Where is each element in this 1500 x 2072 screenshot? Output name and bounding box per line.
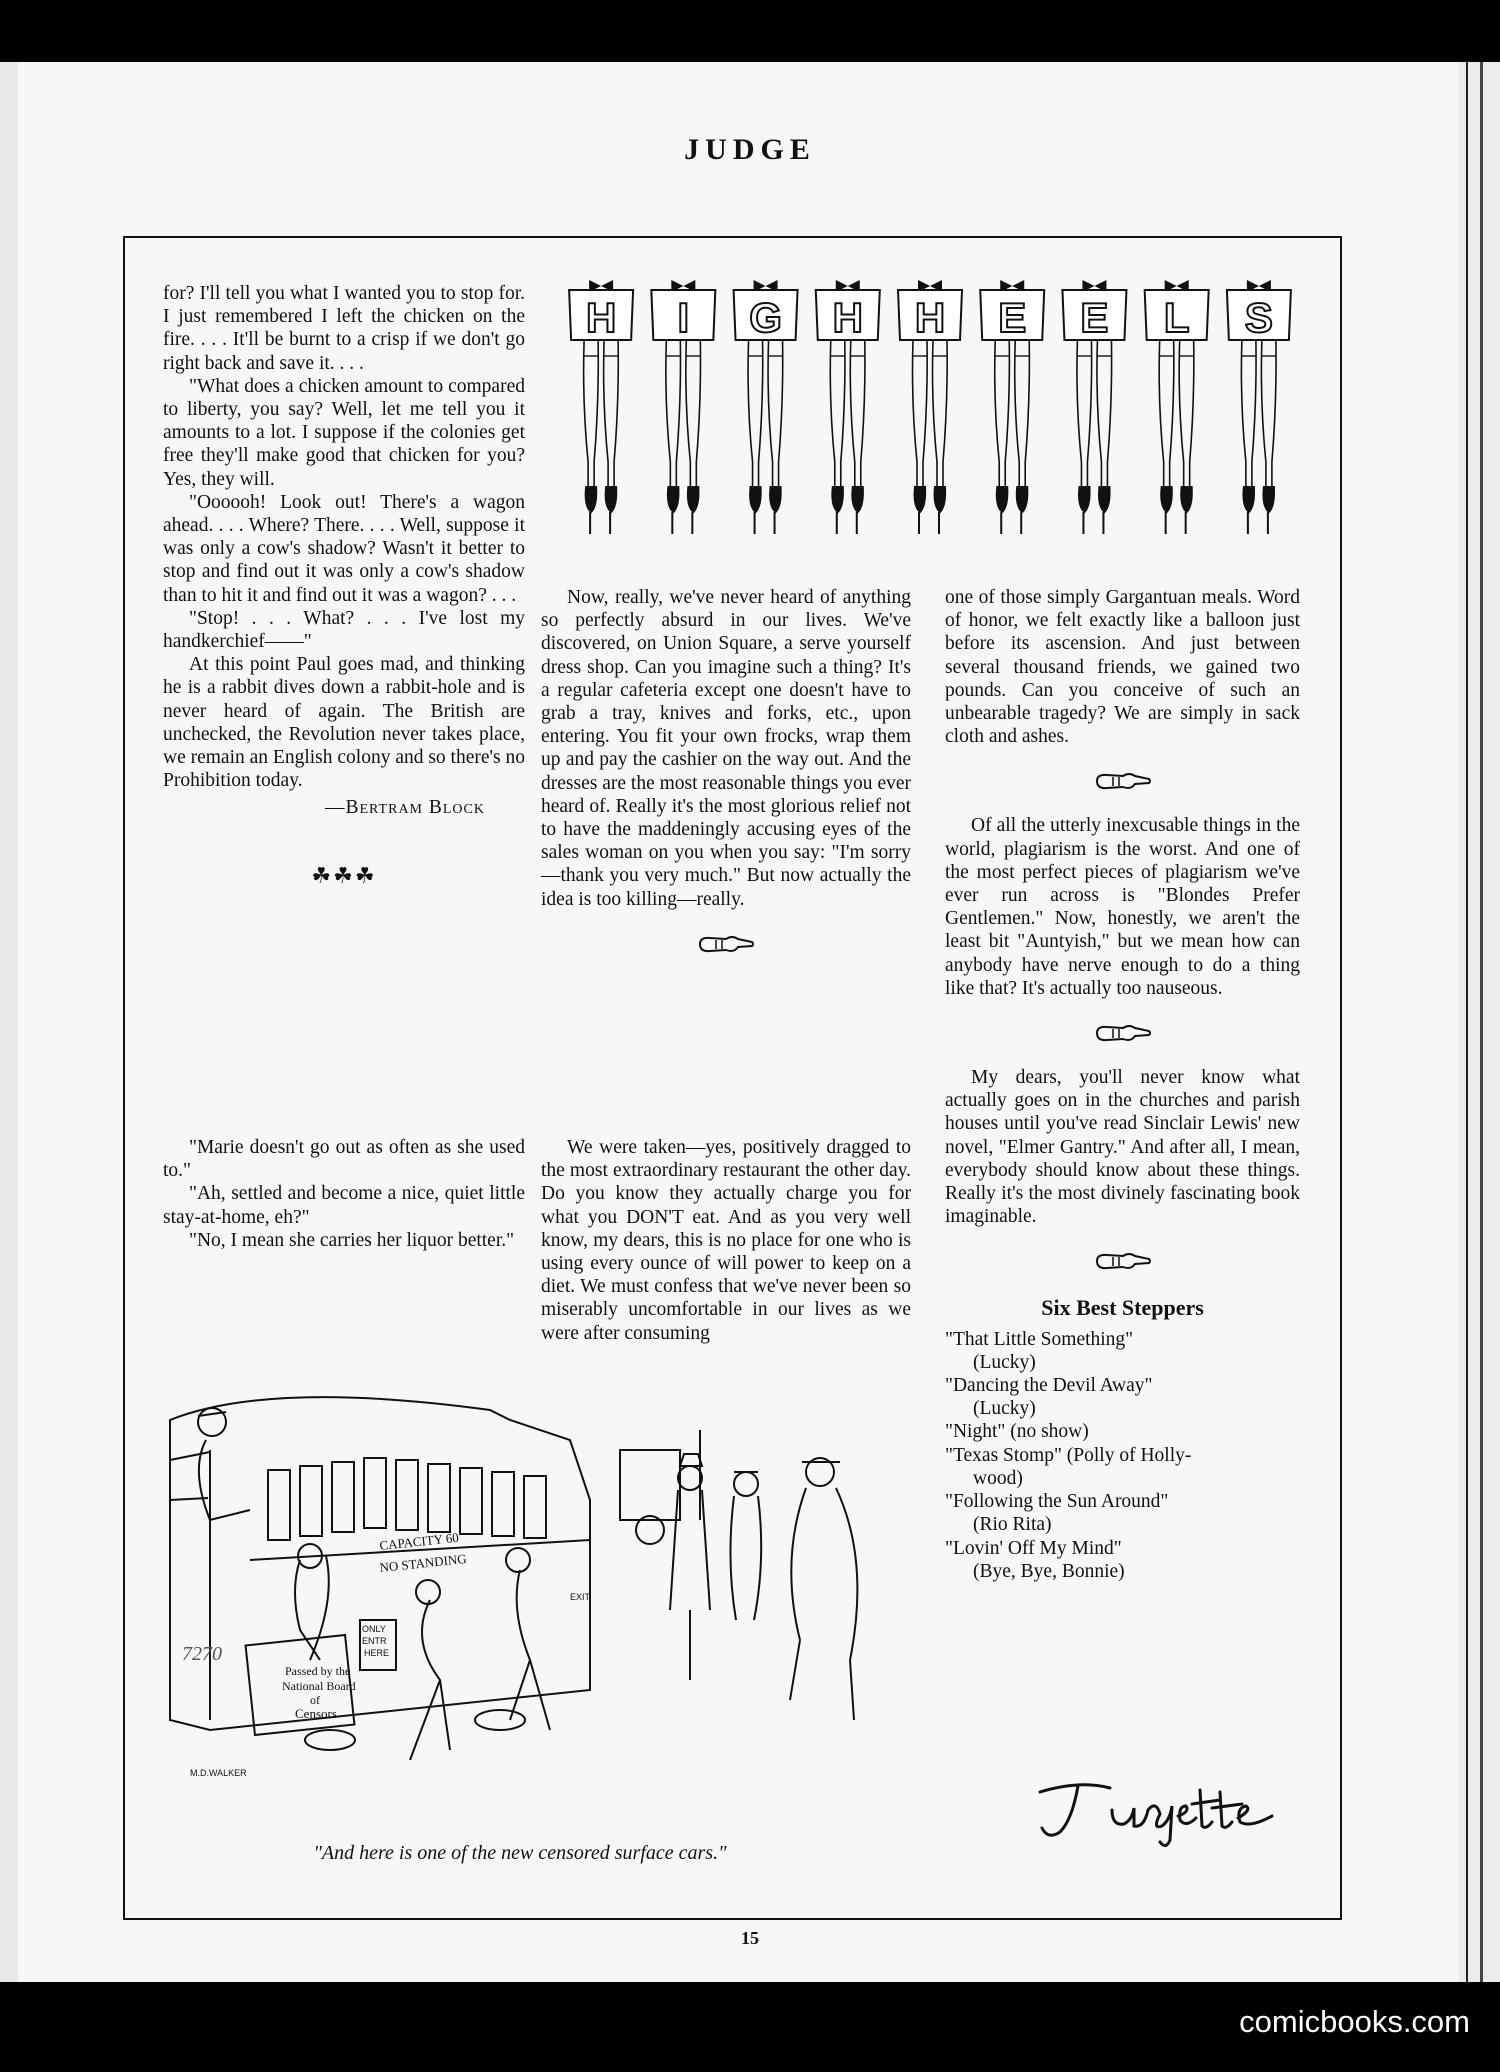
banner-letter-4	[816, 280, 880, 534]
masthead: JUDGE	[684, 133, 816, 166]
car-sign: NO STANDING	[378, 1550, 468, 1575]
list-item: "Lovin' Off My Mind" (Bye, Bye, Bonnie)	[945, 1537, 1125, 1582]
banner-letter-9	[1227, 280, 1291, 534]
banner-letter-2	[651, 280, 715, 534]
col1-paragraph: "Oooooh! Look out! There's a wagon ahead. . . . Where? There. . . . Well, suppose it was only a cow's shadow? Wasn't it better to stop and find out it was only a cow's shadow than to hit it and find out it was a wagon? . . .	[163, 491, 525, 606]
list-item: "That Little Something" (Lucky)	[945, 1328, 1134, 1373]
list-item: "Night" (no show)	[945, 1421, 1089, 1443]
watermark: comicbooks.com	[1239, 2004, 1470, 2039]
col3-paragraph: My dears, you'll never know what actually goes on in the churches and parish houses until you've read Sinclair Lewis' new novel, "Elmer Gantry." And after all, I mean, everybody should know about these things. Really it's the most divinely fascinating book imaginable.	[945, 1067, 1300, 1228]
pointing-hand-icon	[1093, 1020, 1153, 1046]
joke-line: "Ah, settled and become a nice, quiet little stay-at-home, eh?"	[163, 1183, 525, 1228]
col2-paragraph: Now, really, we've never heard of anything so perfectly absurd in our lives. We've discovered, on Union Square, a serve yourself dress shop. Can you imagine such a thing? It's a regular cafeteria except one doesn't have to grab a tray, knives and forks, etc., upon entering. You fit your own frocks, wrap them up and pay the cashier on the way out. And the dresses are the most reasonable things you ever heard of. Really it's the most glorious relief not to have the maddeningly accusing eyes of the sales woman on you when you say: "I'm sorry—thank you very much." But now actually the idea is too killing—really.	[541, 587, 911, 910]
box-line: of	[310, 1693, 320, 1707]
high-heels-banner	[560, 272, 1300, 542]
column-3	[945, 586, 1300, 1583]
banner-letter-text: L	[1163, 294, 1190, 341]
banner-letter-text: E	[998, 294, 1027, 341]
col1-paragraph: "Stop! . . . What? . . . I've lost my handkerchief——"	[163, 607, 525, 653]
banner-letter-3	[734, 280, 798, 534]
exit-sign: EXIT	[570, 1592, 591, 1602]
only-sign-line: HERE	[364, 1648, 390, 1658]
artist-signature: M.D.WALKER	[190, 1768, 247, 1778]
joke-line: "No, I mean she carries her liquor better."	[189, 1229, 515, 1251]
column-1	[163, 282, 525, 931]
pointing-hand-icon	[1093, 1248, 1153, 1274]
section-ornament: ☘☘☘	[311, 862, 377, 888]
column-2	[541, 586, 911, 977]
col1-paragraph: At this point Paul goes mad, and thinking he is a rabbit dives down a rabbit-hole and is never heard of again. The British are unchecked, the Revolution never takes place, we remain an English colony and so there's no Prohibition today.	[163, 654, 526, 792]
car-number: 7270	[182, 1643, 222, 1665]
steppers-list	[945, 1328, 1300, 1583]
col3-paragraph: one of those simply Gargantuan meals. Word of honor, we felt exactly like a balloon just before its ascension. And just between several thousand friends, we gained two pounds. Can you conceive of such an unbearable tragedy? We are simply in sack cloth and ashes.	[945, 587, 1300, 748]
col2-paragraph: We were taken—yes, positively dragged to the most extraordinary restaurant the other day. Do you know they actually charge you for what you DON'T eat. And as you very well know, my dears, this is no place for one who is using every ounce of will power to keep on a diet. We must confess that we've never been so miserably uncomfortable in our lives as we were after consuming	[541, 1137, 911, 1344]
col3-paragraph: Of all the utterly inexcusable things in the world, plagiarism is the worst. And one of the most perfect pieces of plagiarism we've ever run across is "Blondes Prefer Gentlemen." Now, honestly, we aren't the least bit "Auntyish," but we mean how can anybody have nerve enough to do a thing like that? It's actually too nauseous.	[945, 815, 1300, 999]
only-sign-line: ENTR	[362, 1636, 387, 1646]
left-page-edge	[0, 62, 18, 1982]
banner-letter-text: H	[832, 294, 863, 341]
banner-letter-text: E	[1080, 294, 1109, 341]
joke-line: "Marie doesn't go out as often as she used to."	[163, 1137, 525, 1182]
banner-letter-8	[1145, 280, 1209, 534]
judgette-signature	[1020, 1770, 1300, 1850]
joke	[163, 1136, 525, 1252]
col1-paragraph: for? I'll tell you what I wanted you to stop for. I just remembered I left the chicken on the fire. . . . It'll be burnt to a crisp if we don't go right back and save it. . . .	[163, 283, 525, 374]
banner-letter-text: I	[677, 294, 690, 341]
steppers-title: Six Best Steppers	[1041, 1295, 1204, 1321]
list-item: "Texas Stomp" (Polly of Holly- wood)	[945, 1444, 1192, 1489]
streetcar-cartoon	[150, 1360, 910, 1800]
list-item: "Following the Sun Around" (Rio Rita)	[945, 1491, 1169, 1536]
banner-letter-5	[898, 280, 962, 534]
column-2-lower	[541, 1136, 911, 1345]
col1-paragraph: "What does a chicken amount to compared to liberty, you say? Well, let me tell you it amounts to a lot. I suppose if the colonies get free they'll make good that chicken for you? Yes, they will.	[163, 375, 525, 490]
banner-letter-7	[1062, 280, 1126, 534]
list-item: "Dancing the Devil Away" (Lucky)	[945, 1375, 1153, 1420]
box-line: Censors	[295, 1706, 337, 1721]
cartoon-caption: "And here is one of the new censored surface cars."	[313, 1842, 727, 1864]
banner-letter-text: S	[1244, 294, 1273, 341]
pointing-hand-icon	[1093, 768, 1153, 794]
banner-letter-text: H	[585, 294, 617, 341]
binding-spine	[1458, 62, 1500, 1982]
only-sign-line: ONLY	[362, 1624, 386, 1634]
banner-letter-6	[980, 280, 1044, 534]
pointing-hand-icon	[696, 931, 756, 957]
byline: —Bertram Block	[325, 797, 485, 819]
banner-letter-text: G	[749, 294, 782, 341]
banner-letter-text: H	[914, 294, 946, 341]
box-line: Passed by the	[285, 1664, 351, 1678]
car-sign: CAPACITY 60	[378, 1529, 460, 1553]
banner-letter-1	[569, 280, 633, 534]
page-number: 15	[741, 1928, 759, 1948]
box-line: National Board	[282, 1679, 356, 1693]
